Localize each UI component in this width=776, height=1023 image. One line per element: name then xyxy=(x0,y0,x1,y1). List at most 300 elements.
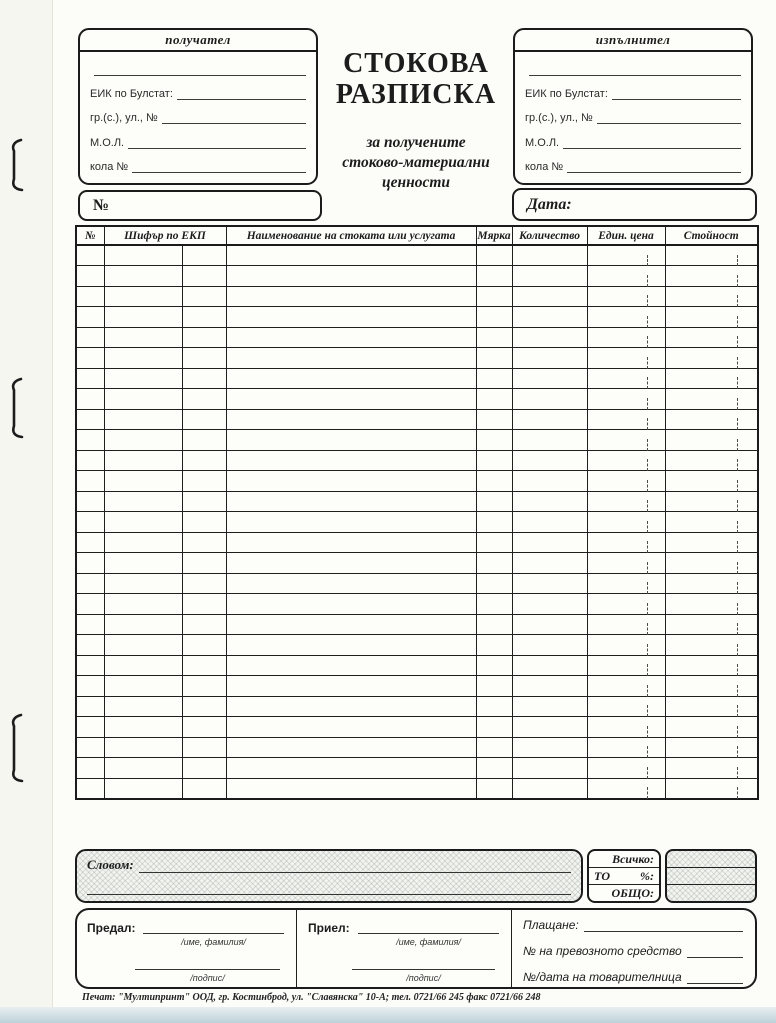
table-cell xyxy=(104,450,182,471)
table-cell xyxy=(476,266,512,287)
recipient-box-title: получател xyxy=(80,30,316,52)
fill-in-line xyxy=(139,860,571,873)
priel-label: Приел: xyxy=(308,921,350,935)
table-cell xyxy=(76,327,104,348)
table-cell xyxy=(226,778,476,799)
table-cell xyxy=(104,573,182,594)
table-cell xyxy=(476,594,512,615)
table-cell xyxy=(512,717,587,738)
table-cell xyxy=(76,594,104,615)
table-cell xyxy=(182,307,226,328)
table-cell xyxy=(226,696,476,717)
table-cell xyxy=(104,348,182,369)
date-label: Дата: xyxy=(527,195,572,213)
table-cell xyxy=(76,635,104,656)
fill-in-line xyxy=(143,933,284,934)
table-cell xyxy=(512,655,587,676)
table-row xyxy=(76,430,758,451)
table-cell xyxy=(76,245,104,266)
table-cell xyxy=(76,430,104,451)
table-cell xyxy=(512,532,587,553)
field-label: кола № xyxy=(525,160,564,173)
table-cell xyxy=(512,758,587,779)
table-cell xyxy=(665,430,758,451)
table-cell xyxy=(512,676,587,697)
executor-mol-row xyxy=(525,135,741,149)
field-label: ЕИК по Булстат: xyxy=(90,88,173,101)
table-cell xyxy=(182,368,226,389)
signature-note: /подпис/ xyxy=(190,973,225,983)
table-cell xyxy=(587,512,665,533)
payment-row xyxy=(523,918,743,932)
waybill-label: №/дата на товарителница xyxy=(523,970,682,984)
table-row xyxy=(76,737,758,758)
table-cell xyxy=(587,717,665,738)
table-cell xyxy=(512,368,587,389)
table-cell xyxy=(226,676,476,697)
table-cell xyxy=(587,532,665,553)
table-cell xyxy=(587,430,665,451)
table-cell xyxy=(76,758,104,779)
table-cell xyxy=(104,512,182,533)
executor-name-row xyxy=(525,62,741,76)
table-cell xyxy=(182,471,226,492)
table-row xyxy=(76,389,758,410)
field-label: М.О.Л. xyxy=(90,136,125,149)
table-cell xyxy=(512,553,587,574)
table-row xyxy=(76,245,758,266)
table-cell xyxy=(476,245,512,266)
table-cell xyxy=(665,368,758,389)
table-cell xyxy=(665,635,758,656)
form-title-line1: СТОКОВА xyxy=(343,48,489,79)
table-cell xyxy=(226,307,476,328)
recipient-box xyxy=(78,28,318,185)
table-cell xyxy=(76,266,104,287)
table-cell xyxy=(512,778,587,799)
table-cell xyxy=(665,717,758,738)
table-cell xyxy=(476,655,512,676)
table-cell xyxy=(512,696,587,717)
fill-in-line xyxy=(612,86,741,100)
table-cell xyxy=(182,737,226,758)
table-cell xyxy=(476,778,512,799)
trade-discount-percent-label: %: xyxy=(640,868,654,883)
table-cell xyxy=(512,245,587,266)
table-cell xyxy=(587,307,665,328)
table-cell xyxy=(587,327,665,348)
table-cell xyxy=(226,450,476,471)
table-cell xyxy=(476,368,512,389)
col-header-code: Шифър по ЕКП xyxy=(104,226,226,245)
fill-in-line xyxy=(563,135,741,149)
table-cell xyxy=(587,471,665,492)
table-cell xyxy=(512,635,587,656)
table-cell xyxy=(76,491,104,512)
name-note: /име, фамилия/ xyxy=(396,937,461,947)
table-row xyxy=(76,348,758,369)
executor-box-title: изпълнител xyxy=(515,30,751,52)
totals-values-box xyxy=(665,849,757,903)
table-cell xyxy=(665,512,758,533)
table-cell xyxy=(665,409,758,430)
staple-icon xyxy=(8,376,26,440)
table-cell xyxy=(587,778,665,799)
table-cell xyxy=(182,286,226,307)
fill-in-line xyxy=(567,159,741,173)
table-cell xyxy=(665,450,758,471)
amount-in-words-box xyxy=(75,849,583,903)
table-cell xyxy=(587,409,665,430)
table-cell xyxy=(182,491,226,512)
amount-in-words-row xyxy=(87,857,571,873)
table-cell xyxy=(104,532,182,553)
table-row xyxy=(76,450,758,471)
recipient-vehicle-row xyxy=(90,159,306,173)
total-label: Всичко: xyxy=(612,851,654,866)
table-row xyxy=(76,676,758,697)
table-row xyxy=(76,778,758,799)
table-cell xyxy=(587,368,665,389)
recipient-eik-row xyxy=(90,86,306,100)
table-cell xyxy=(182,532,226,553)
table-cell xyxy=(226,245,476,266)
table-cell xyxy=(76,409,104,430)
table-cell xyxy=(182,696,226,717)
table-cell xyxy=(512,614,587,635)
table-cell xyxy=(182,450,226,471)
table-cell xyxy=(587,676,665,697)
table-cell xyxy=(104,676,182,697)
table-cell xyxy=(104,327,182,348)
table-cell xyxy=(76,286,104,307)
table-cell xyxy=(476,409,512,430)
table-cell xyxy=(182,430,226,451)
table-cell xyxy=(587,696,665,717)
waybill-row xyxy=(523,970,743,984)
recipient-mol-row xyxy=(90,135,306,149)
table-cell xyxy=(76,717,104,738)
table-cell xyxy=(76,471,104,492)
table-cell xyxy=(104,491,182,512)
total-value-cell xyxy=(667,868,755,885)
table-header-row xyxy=(76,226,758,245)
table-row xyxy=(76,266,758,287)
table-cell xyxy=(76,512,104,533)
table-cell xyxy=(512,491,587,512)
table-cell xyxy=(76,778,104,799)
table-cell xyxy=(665,696,758,717)
table-cell xyxy=(226,266,476,287)
table-cell xyxy=(665,348,758,369)
executor-eik-row xyxy=(525,86,741,100)
table-cell xyxy=(476,532,512,553)
total-row-to xyxy=(589,868,659,885)
table-cell xyxy=(182,327,226,348)
fill-in-line xyxy=(162,110,306,124)
table-cell xyxy=(512,573,587,594)
table-cell xyxy=(512,389,587,410)
form-subtitle-line: ценности xyxy=(381,174,451,191)
table-cell xyxy=(76,450,104,471)
table-cell xyxy=(104,409,182,430)
vehicle-row xyxy=(523,944,743,958)
table-cell xyxy=(476,286,512,307)
table-cell xyxy=(104,696,182,717)
table-row xyxy=(76,409,758,430)
table-cell xyxy=(587,635,665,656)
fill-in-line xyxy=(128,135,306,149)
table-row xyxy=(76,553,758,574)
total-value-cell xyxy=(667,885,755,901)
table-cell xyxy=(512,471,587,492)
table-cell xyxy=(226,512,476,533)
table-cell xyxy=(476,348,512,369)
total-value-cell xyxy=(667,851,755,868)
priel-section xyxy=(296,910,511,987)
table-row xyxy=(76,573,758,594)
table-cell xyxy=(587,491,665,512)
table-cell xyxy=(226,327,476,348)
recipient-name-row xyxy=(90,62,306,76)
table-cell xyxy=(587,737,665,758)
table-cell xyxy=(476,389,512,410)
table-cell xyxy=(512,348,587,369)
table-cell xyxy=(226,594,476,615)
table-row xyxy=(76,594,758,615)
table-cell xyxy=(587,266,665,287)
table-cell xyxy=(104,655,182,676)
table-cell xyxy=(104,758,182,779)
table-cell xyxy=(476,614,512,635)
table-cell xyxy=(587,450,665,471)
table-cell xyxy=(665,655,758,676)
table-cell xyxy=(665,553,758,574)
table-cell xyxy=(512,327,587,348)
table-row xyxy=(76,532,758,553)
table-cell xyxy=(182,266,226,287)
table-cell xyxy=(665,327,758,348)
executor-box xyxy=(513,28,753,185)
field-label: ЕИК по Булстат: xyxy=(525,88,608,101)
date-box xyxy=(512,188,757,221)
table-cell xyxy=(182,409,226,430)
table-cell xyxy=(76,676,104,697)
table-cell xyxy=(587,389,665,410)
table-cell xyxy=(665,471,758,492)
fill-in-line xyxy=(597,110,741,124)
table-cell xyxy=(587,553,665,574)
table-cell xyxy=(104,778,182,799)
table-cell xyxy=(76,655,104,676)
table-row xyxy=(76,368,758,389)
table-cell xyxy=(226,348,476,369)
table-cell xyxy=(76,737,104,758)
printer-imprint: Печат: "Мултипринт" ООД, гр. Костинброд, ул. "Славянска" 10-А; тел. 0721/66 245 факс 0721/66 248 xyxy=(82,992,541,1003)
table-cell xyxy=(104,245,182,266)
table-cell xyxy=(76,573,104,594)
table-cell xyxy=(665,245,758,266)
table-cell xyxy=(512,430,587,451)
table-cell xyxy=(512,286,587,307)
fill-in-line xyxy=(94,62,306,76)
fill-in-line xyxy=(687,971,743,984)
table-cell xyxy=(476,512,512,533)
table-cell xyxy=(226,758,476,779)
table-cell xyxy=(104,553,182,574)
table-cell xyxy=(226,430,476,451)
table-cell xyxy=(182,635,226,656)
table-cell xyxy=(226,491,476,512)
total-label: ОБЩО: xyxy=(611,885,654,900)
table-cell xyxy=(226,635,476,656)
table-cell xyxy=(104,430,182,451)
table-cell xyxy=(665,778,758,799)
table-cell xyxy=(587,573,665,594)
table-cell xyxy=(182,655,226,676)
table-cell xyxy=(104,614,182,635)
fill-in-line xyxy=(87,873,571,895)
form-subtitle-line: за получените xyxy=(366,133,466,151)
document-number-box xyxy=(78,190,322,221)
table-cell xyxy=(665,307,758,328)
table-cell xyxy=(476,430,512,451)
document-number-label: № xyxy=(93,196,110,214)
table-row xyxy=(76,471,758,492)
table-cell xyxy=(476,573,512,594)
col-header-number: № xyxy=(76,226,104,245)
table-cell xyxy=(587,594,665,615)
table-cell xyxy=(226,368,476,389)
table-cell xyxy=(104,717,182,738)
fill-in-line xyxy=(352,969,495,970)
table-cell xyxy=(104,594,182,615)
table-cell xyxy=(587,614,665,635)
table-cell xyxy=(512,594,587,615)
table-cell xyxy=(665,676,758,697)
total-row-vsichko xyxy=(589,851,659,868)
fill-in-line xyxy=(529,62,741,76)
fill-in-line xyxy=(687,945,743,958)
table-cell xyxy=(665,532,758,553)
table-cell xyxy=(104,266,182,287)
form-title-line2: РАЗПИСКА xyxy=(335,79,497,111)
table-body xyxy=(76,245,758,799)
table-cell xyxy=(76,614,104,635)
staple-icon xyxy=(8,712,26,784)
field-label: гр.(с.), ул., № xyxy=(90,112,158,125)
table-cell xyxy=(665,389,758,410)
table-cell xyxy=(476,491,512,512)
table-cell xyxy=(665,286,758,307)
signature-note: /подпис/ xyxy=(406,973,441,983)
table-row xyxy=(76,327,758,348)
table-cell xyxy=(76,348,104,369)
table-cell xyxy=(182,758,226,779)
table-cell xyxy=(226,553,476,574)
fill-in-line xyxy=(135,969,280,970)
table-cell xyxy=(665,758,758,779)
col-header-quantity: Количество xyxy=(512,226,587,245)
table-row xyxy=(76,696,758,717)
table-row xyxy=(76,655,758,676)
table-cell xyxy=(104,368,182,389)
table-cell xyxy=(226,614,476,635)
table-cell xyxy=(476,676,512,697)
table-cell xyxy=(226,471,476,492)
table-cell xyxy=(226,286,476,307)
table-cell xyxy=(587,655,665,676)
table-cell xyxy=(104,471,182,492)
table-cell xyxy=(587,758,665,779)
table-cell xyxy=(476,327,512,348)
table-cell xyxy=(182,717,226,738)
table-cell xyxy=(512,512,587,533)
table-cell xyxy=(182,512,226,533)
table-cell xyxy=(182,614,226,635)
col-header-unit: Мярка xyxy=(476,226,512,245)
fill-in-line xyxy=(132,159,306,173)
table-cell xyxy=(476,696,512,717)
table-cell xyxy=(182,594,226,615)
table-cell xyxy=(104,389,182,410)
table-cell xyxy=(476,307,512,328)
table-cell xyxy=(76,307,104,328)
table-cell xyxy=(512,737,587,758)
fill-in-line xyxy=(584,919,743,932)
table-cell xyxy=(476,717,512,738)
form-subtitle xyxy=(322,133,510,193)
table-cell xyxy=(182,553,226,574)
table-cell xyxy=(104,286,182,307)
table-cell xyxy=(182,389,226,410)
table-cell xyxy=(512,409,587,430)
payment-section xyxy=(511,910,755,987)
table-cell xyxy=(476,758,512,779)
predal-label: Предал: xyxy=(87,921,136,935)
table-cell xyxy=(476,471,512,492)
staple-icon xyxy=(8,137,26,193)
table-cell xyxy=(76,553,104,574)
payment-label: Плащане: xyxy=(523,918,579,932)
table-cell xyxy=(76,368,104,389)
col-header-unit-price: Един. цена xyxy=(587,226,665,245)
fill-in-line xyxy=(177,86,306,100)
amount-in-words-label: Словом: xyxy=(87,857,134,872)
table-cell xyxy=(665,594,758,615)
trade-discount-label: ТО xyxy=(594,868,610,883)
table-cell xyxy=(104,737,182,758)
table-cell xyxy=(665,737,758,758)
col-header-description: Наименование на стоката или услугата xyxy=(226,226,476,245)
vehicle-label: № на превозното средство xyxy=(523,944,682,958)
table-cell xyxy=(665,266,758,287)
table-cell xyxy=(182,778,226,799)
table-cell xyxy=(182,348,226,369)
table-row xyxy=(76,491,758,512)
table-cell xyxy=(587,348,665,369)
table-cell xyxy=(587,245,665,266)
field-label: кола № xyxy=(90,160,129,173)
totals-labels-box xyxy=(587,849,661,903)
table-cell xyxy=(476,737,512,758)
table-cell xyxy=(512,450,587,471)
underlying-page-edge xyxy=(0,1007,776,1023)
table-cell xyxy=(104,635,182,656)
form-title-block xyxy=(322,48,510,193)
name-note: /име, фамилия/ xyxy=(181,937,246,947)
table-cell xyxy=(512,266,587,287)
